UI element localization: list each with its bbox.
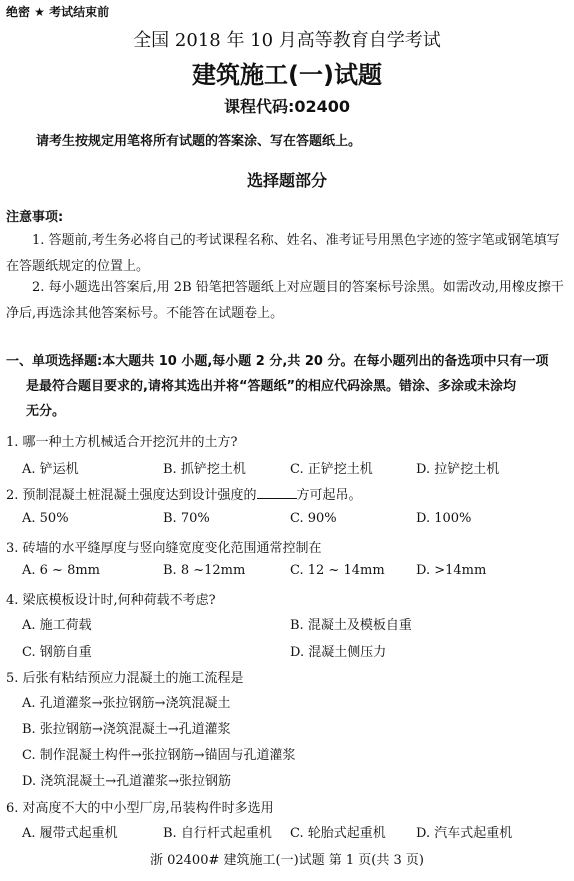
option: D. >14mm (416, 563, 487, 578)
section-part-heading: 选择题部分 (246, 171, 327, 190)
question-stem-end: 方可起吊。 (296, 488, 362, 503)
option: C. 正铲挖土机 (290, 462, 373, 477)
note-item (6, 228, 566, 280)
question-stem-start: 2. 预制混凝土桩混凝土强度达到设计强度的 (6, 488, 257, 503)
section-heading-line: 是最符合题目要求的,请将其选出并将“答题纸”的相应代码涂黑。错涂、多涂或未涂均 (26, 379, 517, 394)
option: C. 12 ~ 14mm (290, 563, 385, 578)
option: B. 张拉钢筋→浇筑混凝土→孔道灌浆 (22, 722, 231, 737)
option: B. 抓铲挖土机 (163, 462, 246, 477)
notes-heading: 注意事项: (6, 210, 64, 225)
option: C. 钢筋自重 (22, 645, 92, 660)
exam-title: 全国 2018 年 10 月高等教育自学考试 (133, 30, 441, 51)
question-stem: 5. 后张有粘结预应力混凝土的施工流程是 (6, 671, 244, 686)
question-stem (6, 484, 362, 503)
secret-mark: 绝密 ★ 考试结束前 (6, 5, 110, 19)
section-heading (6, 349, 571, 424)
question-stem: 3. 砖墙的水平缝厚度与竖向缝宽度变化范围通常控制在 (6, 541, 322, 556)
subject-title: 建筑施工(一)试题 (192, 61, 382, 89)
answer-instruction: 请考生按规定用笔将所有试题的答案涂、写在答题纸上。 (36, 134, 362, 149)
option: A. 孔道灌浆→张拉钢筋→浇筑混凝土 (22, 696, 231, 711)
option: B. 自行杆式起重机 (163, 826, 272, 841)
option: A. 铲运机 (22, 462, 79, 477)
option: D. 浇筑混凝土→孔道灌浆→张拉钢筋 (22, 774, 232, 789)
option: A. 施工荷载 (22, 618, 92, 633)
option: C. 90% (290, 511, 337, 526)
question-stem: 1. 哪一种土方机械适合开挖沉井的土方? (6, 435, 238, 450)
page-footer: 浙 02400# 建筑施工(一)试题 第 1 页(共 3 页) (149, 853, 424, 868)
option: B. 混凝土及模板自重 (290, 618, 412, 633)
section-heading-line: 一、单项选择题:本大题共 10 小题,每小题 2 分,共 20 分。在每小题列出的备选项中只有一项 (6, 354, 549, 369)
option: B. 70% (163, 511, 210, 526)
option: C. 轮胎式起重机 (290, 826, 386, 841)
option: D. 拉铲挖土机 (416, 462, 500, 477)
course-code: 课程代码:02400 (223, 97, 351, 116)
option: A. 6 ~ 8mm (22, 563, 101, 578)
question-stem: 4. 梁底模板设计时,何种荷载不考虑? (6, 593, 216, 608)
option: A. 履带式起重机 (22, 826, 118, 841)
note-item-text: 1. 答题前,考生务必将自己的考试课程名称、姓名、准考证号用黑色字迹的签字笔或钢笔填写在答题纸规定的位置上。 (6, 233, 560, 274)
question-stem: 6. 对高度不大的中小型厂房,吊装构件时多选用 (6, 801, 274, 816)
option: B. 8 ~12mm (163, 563, 246, 578)
option: C. 制作混凝土构件→张拉钢筋→锚固与孔道灌浆 (22, 748, 296, 763)
option: D. 100% (416, 511, 472, 526)
section-heading-line: 无分。 (26, 404, 66, 419)
note-item (6, 275, 566, 327)
note-item-text: 2. 每小题选出答案后,用 2B 铅笔把答题纸上对应题目的答案标号涂黑。如需改动,用橡皮擦干净后,再选涂其他答案标号。不能答在试题卷上。 (6, 280, 564, 321)
option: D. 混凝土侧压力 (290, 645, 387, 660)
answer-blank (257, 486, 297, 499)
option: A. 50% (22, 511, 69, 526)
option: D. 汽车式起重机 (416, 826, 513, 841)
